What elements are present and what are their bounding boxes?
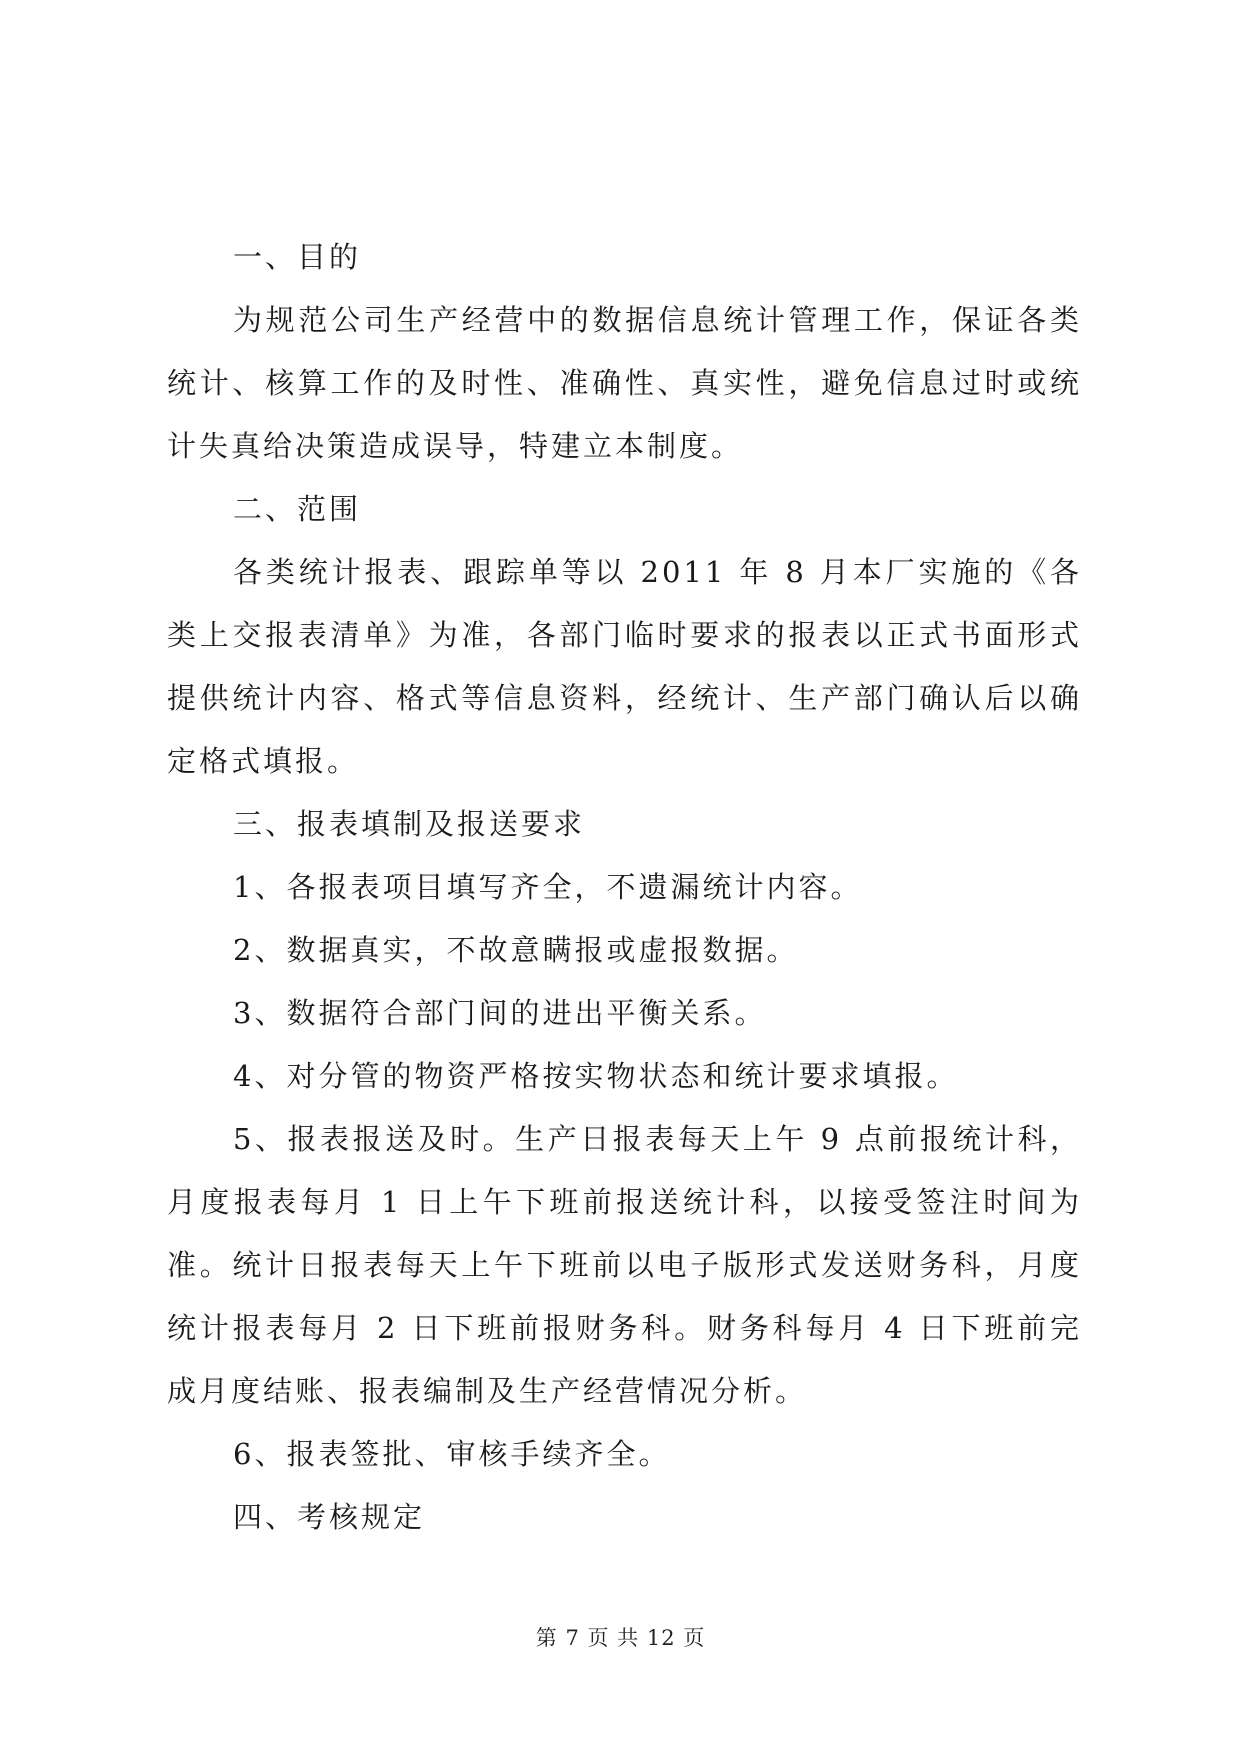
section-heading-purpose: 一、目的 [233, 240, 362, 274]
paragraph-scope: 各类统计报表、跟踪单等以 2011 年 8 月本厂实施的《各类上交报表清单》为准，各部门临时要求的报表以正式书面形式提供统计内容、格式等信息资料，经统计、生产部门确认后以确定格式填报。 [167, 555, 1082, 778]
section-heading-requirements: 三、报表填制及报送要求 [233, 807, 586, 841]
page-number-footer: 第 7 页 共 12 页 [535, 1626, 706, 1650]
list-item-requirement-6: 6、报表签批、审核手续齐全。 [233, 1437, 671, 1471]
document-body [167, 226, 1082, 1549]
list-item-requirement-3: 3、数据符合部门间的进出平衡关系。 [233, 996, 767, 1030]
list-item-requirement-1: 1、各报表项目填写齐全，不遗漏统计内容。 [233, 870, 863, 904]
list-item-requirement-2: 2、数据真实，不故意瞒报或虚报数据。 [233, 933, 799, 967]
section-heading-scope: 二、范围 [233, 492, 362, 526]
section-heading-assessment: 四、考核规定 [233, 1500, 426, 1534]
list-item-requirement-4: 4、对分管的物资严格按实物状态和统计要求填报。 [233, 1059, 959, 1093]
list-item-requirement-5: 5、报表报送及时。生产日报表每天上午 9 点前报统计科，月度报表每月 1 日上午下班前报送统计科，以接受签注时间为准。统计日报表每天上午下班前以电子版形式发送财务科，月度统计报表每月 2 日下班前报财务科。财务科每月 4 日下班前完成月度结账、报表编制及生产经营情况分析。 [167, 1122, 1082, 1408]
paragraph-purpose: 为规范公司生产经营中的数据信息统计管理工作，保证各类统计、核算工作的及时性、准确性、真实性，避免信息过时或统计失真给决策造成误导，特建立本制度。 [167, 303, 1082, 463]
